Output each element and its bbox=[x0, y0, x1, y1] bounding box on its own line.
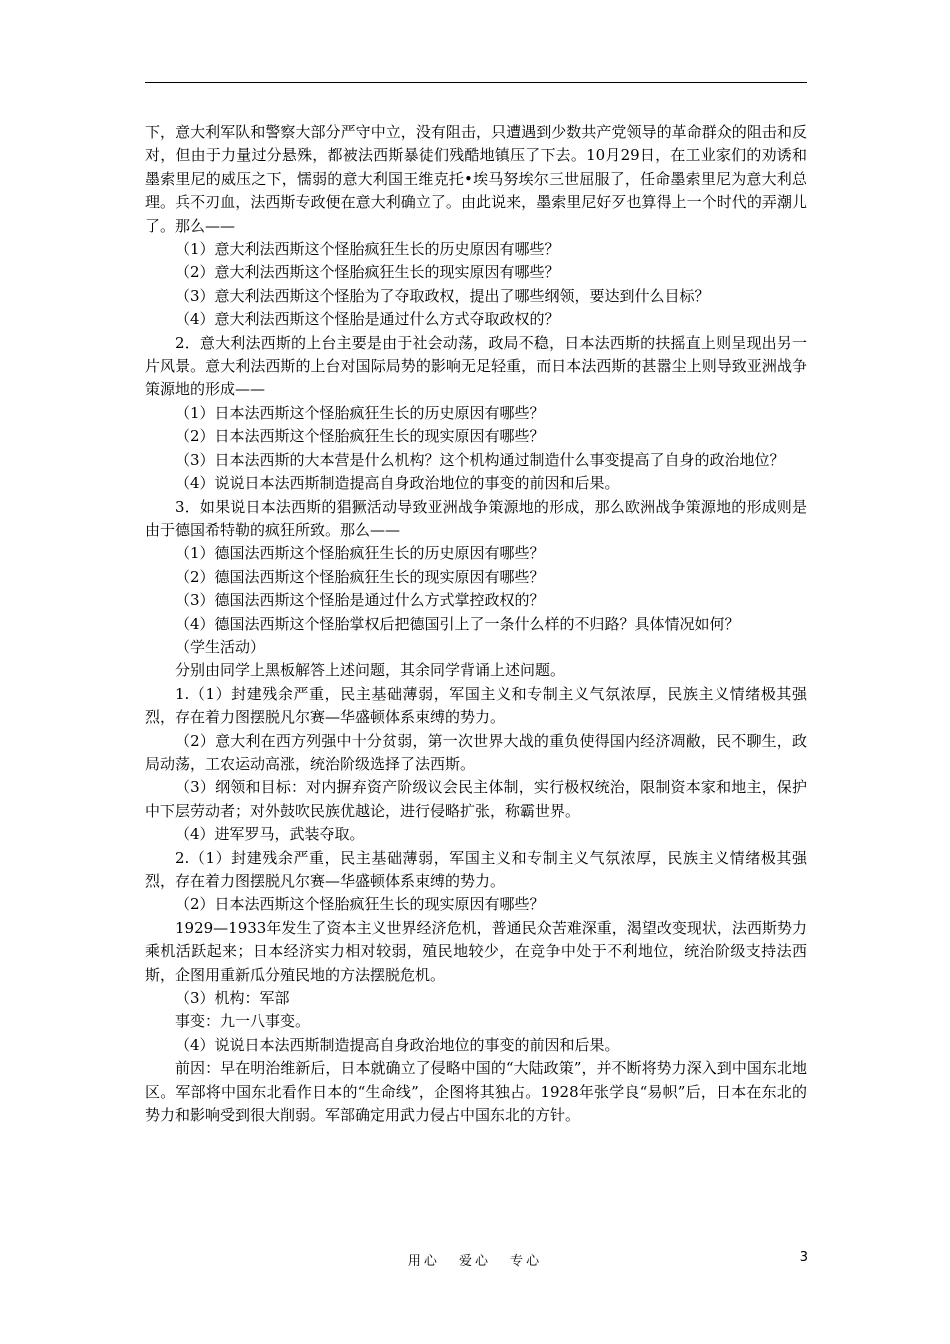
paragraph: 3．如果说日本法西斯的猖獗活动导致亚洲战争策源地的形成，那么欧洲战争策源地的形成则是由于德国希特勒的疯狂所致。那么—— bbox=[145, 497, 807, 539]
paragraph: 1929—1933年发生了资本主义世界经济危机，普通民众苦难深重，渴望改变现状，法西斯势力乘机活跃起来；日本经济实力相对较弱，殖民地较少，在竞争中处于不利地位，统治阶级支持法西斯，企图用重新瓜分殖民地的方法摆脱危机。 bbox=[145, 918, 807, 984]
paragraph: （4）进军罗马，武装夺取。 bbox=[175, 825, 365, 844]
paragraph: （2）德国法西斯这个怪胎疯狂生长的现实原因有哪些？ bbox=[175, 567, 545, 586]
paragraph: 前因：早在明治维新后，日本就确立了侵略中国的“大陆政策”，并不断将势力深入到中国东北地区。军部将中国东北看作日本的“生命线”，企图将其独占。1928年张学良“易帜”后，日本在东北的势力和影响受到很大削弱。军部确定用武力侵占中国东北的方针。 bbox=[145, 1059, 807, 1125]
paragraph: （4）说说日本法西斯制造提高自身政治地位的事变的前因和后果。 bbox=[175, 1035, 620, 1054]
paragraph: （3）纲领和目标：对内摒弃资产阶级议会民主体制，实行极权统治，限制资本家和地主，保护中下层劳动者；对外鼓吹民族优越论，进行侵略扩张，称霸世界。 bbox=[145, 778, 807, 820]
paragraph: 下，意大利军队和警察大部分严守中立，没有阻击，只遭遇到少数共产党领导的革命群众的阻击和反对，但由于力量过分悬殊，都被法西斯暴徒们残酷地镇压了下去。10月29日，在工业家们的劝诱和墨索里尼的威压之下，懦弱的意大利国王维克托•埃马努埃尔三世屈服了，任命墨索里尼为意大利总理。兵不刃血，法西斯专政便在意大利确立了。由此说来，墨索里尼好歹也算得上一个时代的弄潮儿了。那么—— bbox=[145, 123, 807, 235]
paragraph: 分别由同学上黑板解答上述问题，其余同学背诵上述问题。 bbox=[175, 661, 566, 680]
paragraph: （1）德国法西斯这个怪胎疯狂生长的历史原因有哪些？ bbox=[175, 544, 545, 563]
paragraph: （3）日本法西斯的大本营是什么机构？这个机构通过制造什么事变提高了自身的政治地位？ bbox=[175, 450, 785, 469]
paragraph: （2）意大利在西方列强中十分贫弱，第一次世界大战的重负使得国内经济凋敝，民不聊生，政局动荡，工农运动高涨，统治阶级选择了法西斯。 bbox=[145, 731, 807, 773]
paragraph: （2）日本法西斯这个怪胎疯狂生长的现实原因有哪些？ bbox=[175, 427, 545, 446]
paragraph: （3）机构：军部 bbox=[175, 989, 290, 1008]
paragraph: （1）意大利法西斯这个怪胎疯狂生长的历史原因有哪些？ bbox=[175, 240, 560, 259]
paragraph: （3）意大利法西斯这个怪胎为了夺取政权，提出了哪些纲领，要达到什么目标？ bbox=[175, 286, 710, 305]
paragraph: （2）意大利法西斯这个怪胎疯狂生长的现实原因有哪些？ bbox=[175, 263, 560, 282]
paragraph: （4）意大利法西斯这个怪胎是通过什么方式夺取政权的？ bbox=[175, 310, 560, 329]
header-rule bbox=[145, 82, 807, 83]
page-number: 3 bbox=[799, 1250, 808, 1265]
paragraph: 2．意大利法西斯的上台主要是由于社会动荡，政局不稳，日本法西斯的扶摇直上则呈现出另一片风景。意大利法西斯的上台对国际局势的影响无足轻重，而日本法西斯的甚嚣尘上则导致亚洲战争策源地的形成—— bbox=[145, 333, 807, 399]
paragraph: 事变：九一八事变。 bbox=[175, 1012, 311, 1031]
document-body bbox=[145, 121, 807, 1127]
paragraph: 2.（1）封建残余严重，民主基础薄弱，军国主义和专制主义气氛浓厚，民族主义情绪极其强烈，存在着力图摆脱凡尔赛—华盛顿体系束缚的势力。 bbox=[145, 848, 807, 890]
paragraph: （学生活动） bbox=[175, 637, 266, 656]
paragraph: （2）日本法西斯这个怪胎疯狂生长的现实原因有哪些？ bbox=[175, 895, 545, 914]
paragraph: （3）德国法西斯这个怪胎是通过什么方式掌控政权的？ bbox=[175, 591, 545, 610]
paragraph: （1）日本法西斯这个怪胎疯狂生长的历史原因有哪些？ bbox=[175, 403, 545, 422]
footer-motto: 用心 爱心 专心 bbox=[407, 1254, 543, 1269]
paragraph: （4）说说日本法西斯制造提高自身政治地位的事变的前因和后果。 bbox=[175, 474, 620, 493]
paragraph: 1.（1）封建残余严重，民主基础薄弱，军国主义和专制主义气氛浓厚，民族主义情绪极其强烈，存在着力图摆脱凡尔赛—华盛顿体系束缚的势力。 bbox=[145, 684, 807, 727]
paragraph: （4）德国法西斯这个怪胎掌权后把德国引上了一条什么样的不归路？具体情况如何？ bbox=[175, 614, 740, 633]
